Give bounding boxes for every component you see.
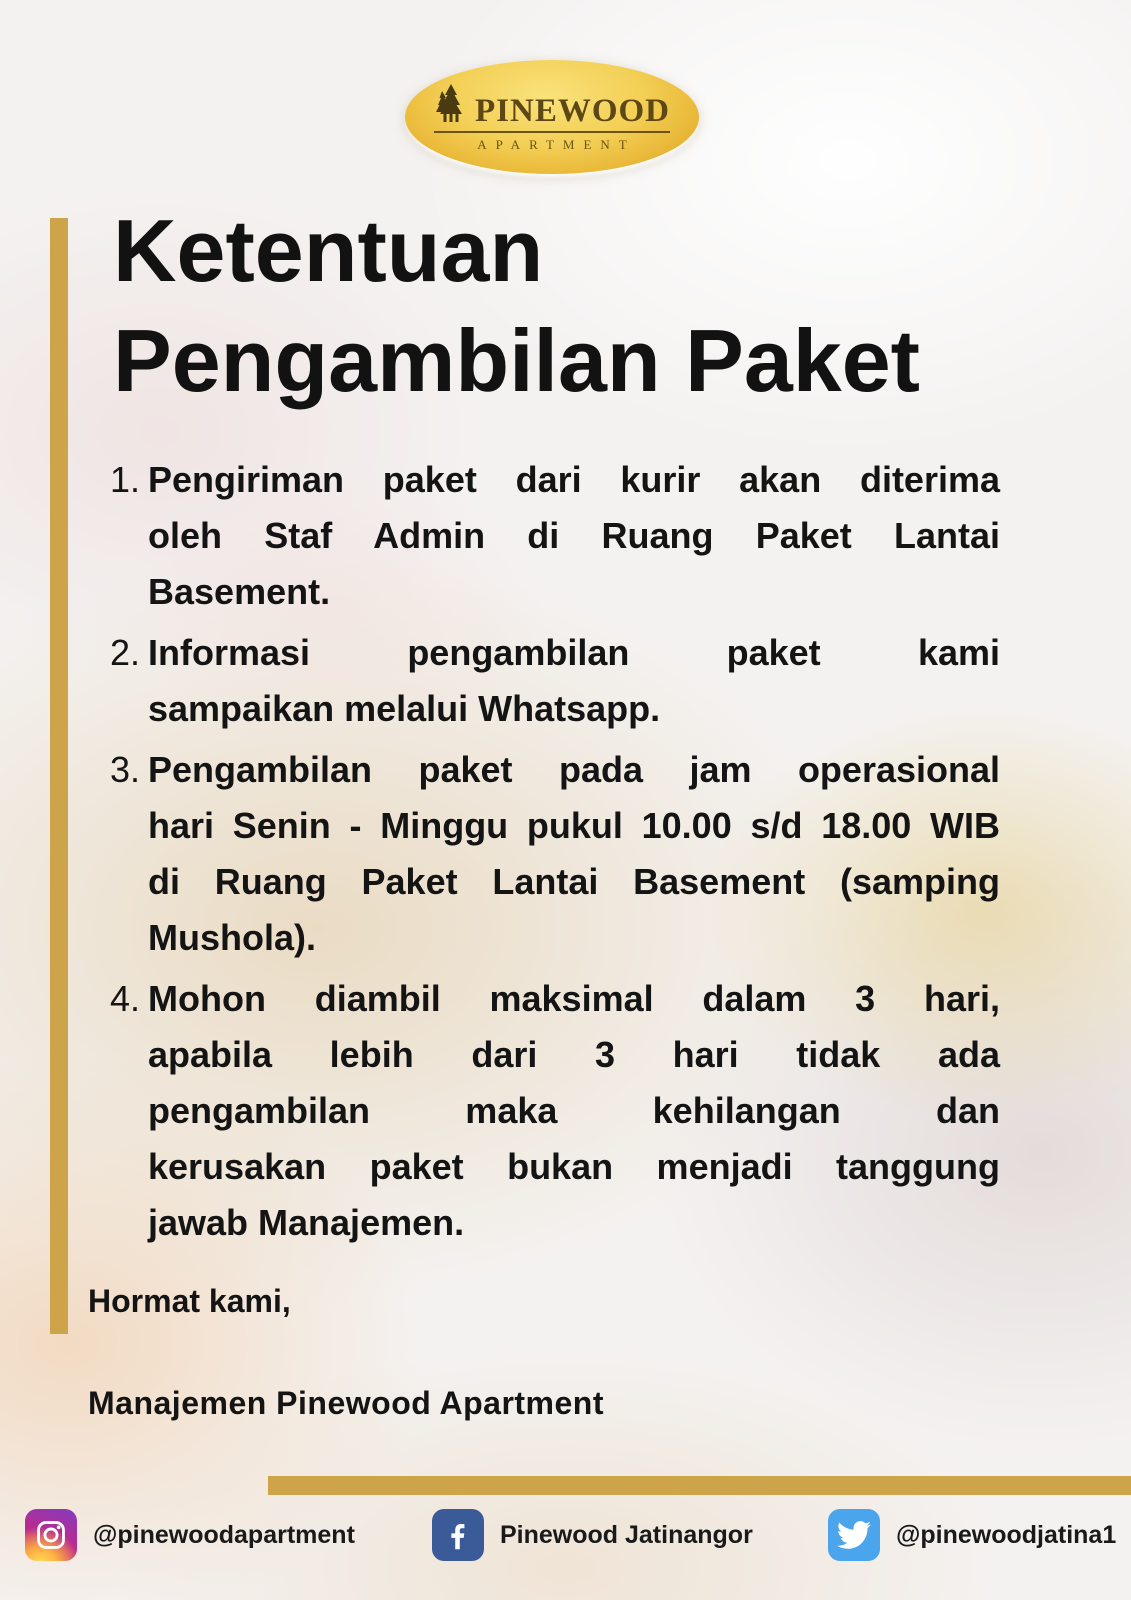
rule-line: Basement.: [148, 571, 331, 612]
closing-salutation: Hormat kami,: [88, 1283, 291, 1319]
list-item: [110, 625, 1000, 737]
gold-accent-bar-footer: [268, 1476, 1131, 1495]
list-item-number: 1.: [110, 459, 141, 500]
rule-line: oleh Staf Admin di Ruang Paket Lantai: [148, 515, 1000, 556]
rule-line: hari Senin - Minggu pukul 10.00 s/d 18.00 WIB: [148, 805, 1000, 846]
twitter-handle: @pinewoodjatina1: [896, 1520, 1117, 1549]
title-line-2: Pengambilan Paket: [113, 311, 920, 410]
rule-line: Pengambilan paket pada jam operasional: [148, 749, 1000, 790]
list-item: [110, 742, 1000, 966]
rule-line: sampaikan melalui Whatsapp.: [148, 688, 661, 729]
rules-list: [110, 452, 1000, 1256]
pinewood-logo: [405, 60, 699, 174]
social-twitter: [828, 1509, 1116, 1561]
rule-line: Informasi pengambilan paket kami: [148, 632, 1000, 673]
logo-name: PINEWOOD: [474, 93, 670, 129]
twitter-icon: [828, 1509, 880, 1561]
social-facebook: [432, 1509, 753, 1561]
closing-signature: Manajemen Pinewood Apartment: [88, 1385, 604, 1421]
logo-subtitle: APARTMENT: [477, 137, 636, 152]
rule-line: jawab Manajemen.: [148, 1202, 465, 1243]
social-instagram: [25, 1509, 355, 1561]
facebook-handle: Pinewood Jatinangor: [500, 1520, 753, 1549]
instagram-handle: @pinewoodapartment: [93, 1520, 355, 1549]
rule-line: Pengiriman paket dari kurir akan diterima: [148, 459, 1000, 500]
list-item-number: 3.: [110, 749, 141, 790]
page-title: [113, 196, 920, 416]
gold-accent-bar-left: [50, 218, 68, 1334]
logo-top-row: [434, 83, 670, 133]
rule-line: Mushola).: [148, 917, 316, 958]
facebook-icon: [432, 1509, 484, 1561]
list-item-number: 2.: [110, 632, 141, 673]
rule-line: pengambilan maka kehilangan dan: [148, 1090, 1000, 1131]
rule-line: kerusakan paket bukan menjadi tanggung: [148, 1146, 1000, 1187]
logo-inner: [434, 83, 670, 151]
instagram-icon: [25, 1509, 77, 1561]
pine-trees-icon: [434, 83, 468, 128]
list-item-number: 4.: [110, 978, 141, 1019]
rule-line: apabila lebih dari 3 hari tidak ada: [148, 1034, 1000, 1075]
list-item: [110, 971, 1000, 1251]
rule-line: di Ruang Paket Lantai Basement (samping: [148, 861, 1000, 902]
title-line-1: Ketentuan: [113, 201, 544, 300]
rule-line: Mohon diambil maksimal dalam 3 hari,: [148, 978, 1000, 1019]
list-item: [110, 452, 1000, 620]
